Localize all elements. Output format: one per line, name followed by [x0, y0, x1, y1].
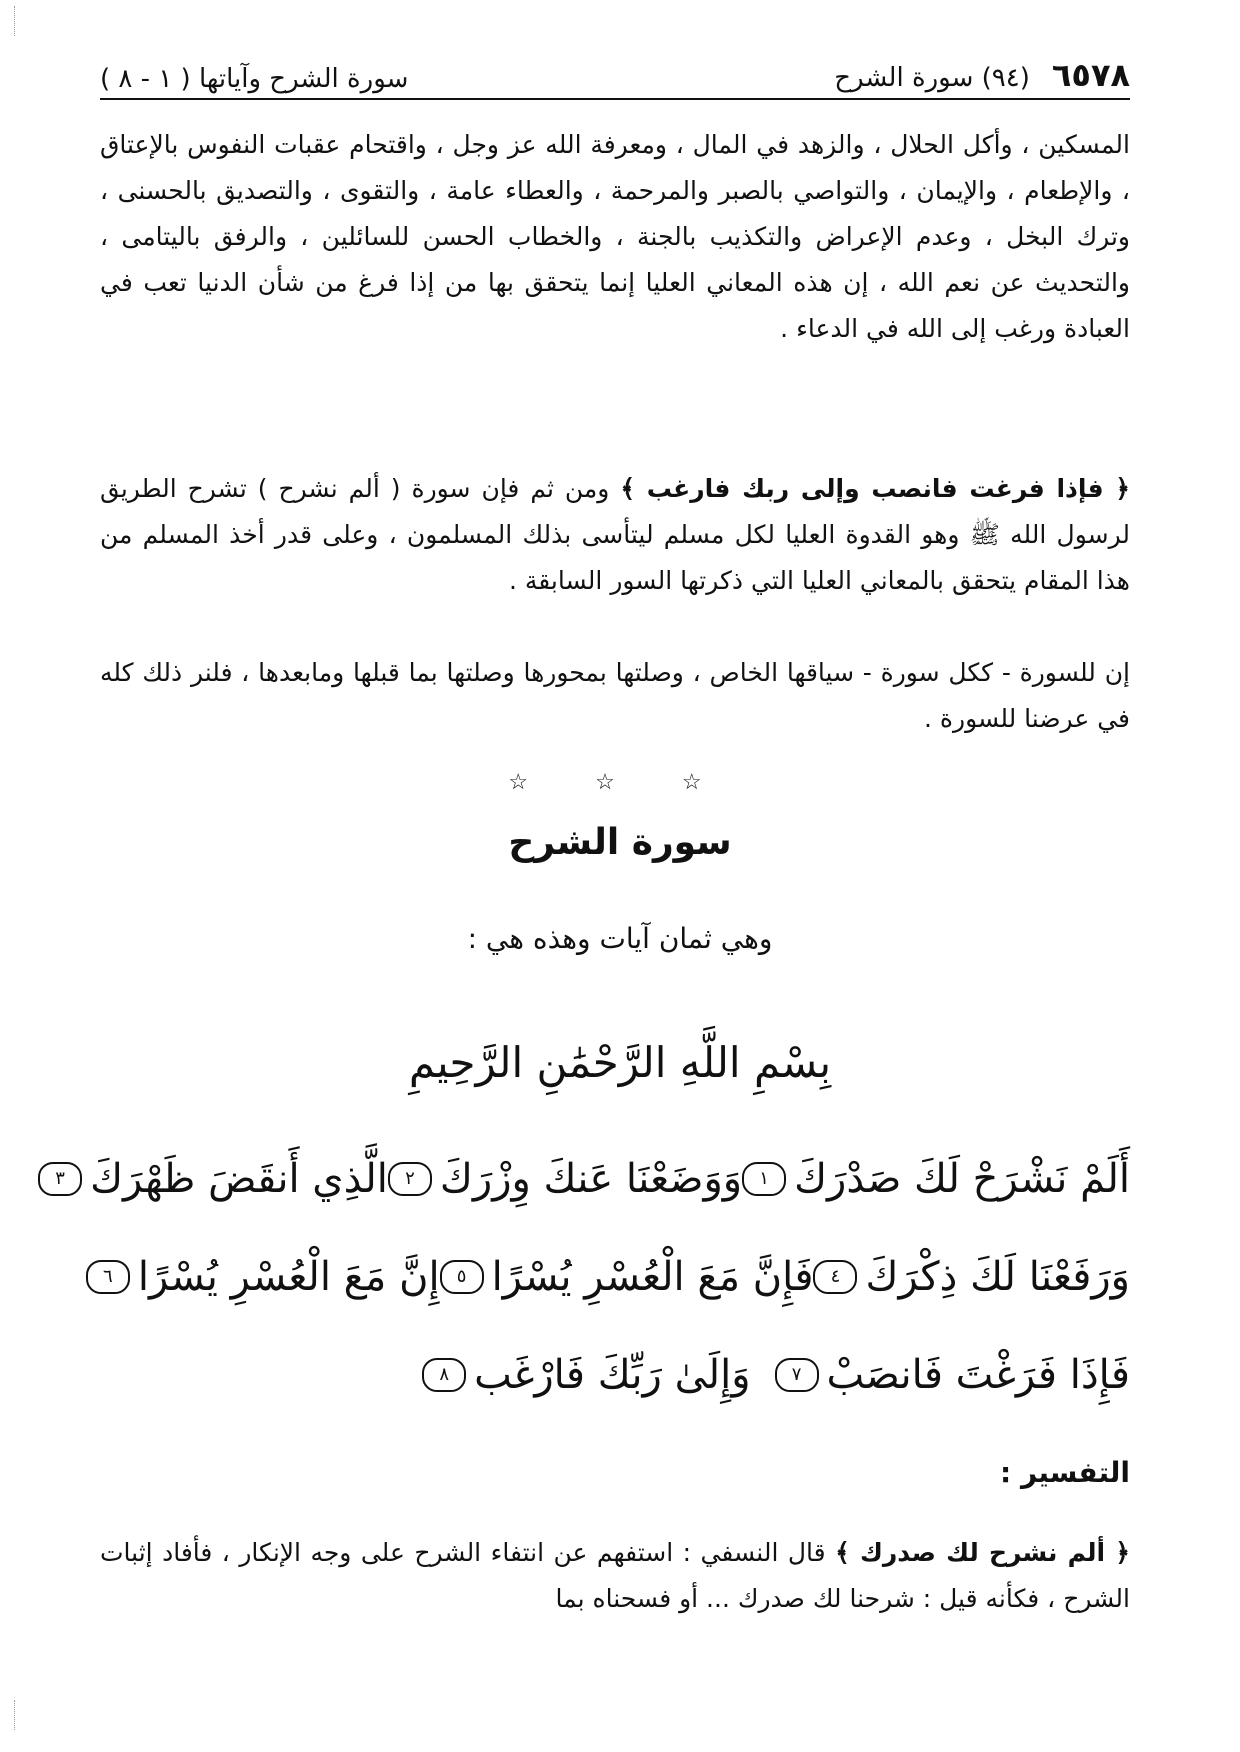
quran-verses	[55, 1130, 1130, 1424]
ayah-number-marker: ١	[742, 1162, 786, 1196]
ayah-number-marker: ٦	[86, 1260, 130, 1294]
ayah-number-marker: ٢	[388, 1162, 432, 1196]
section-separator: ☆ ☆ ☆	[508, 770, 732, 795]
tafsir-paragraph	[100, 1530, 1130, 1622]
tafsir-heading: التفسير :	[1000, 1456, 1130, 1489]
ayah-number-marker: ٨	[422, 1358, 466, 1392]
scan-margin-mark	[14, 6, 23, 36]
verse-line	[100, 1326, 1130, 1424]
ayah-number-marker: ٧	[775, 1358, 819, 1392]
verse-text: الَّذِي أَنقَضَ ظَهْرَكَ	[90, 1156, 388, 1202]
verse	[440, 1228, 814, 1326]
verse	[742, 1130, 1130, 1228]
verse	[38, 1130, 388, 1228]
tafsir-paragraph-text: قال النسفي : استفهم عن انتفاء الشرح على وجه الإنكار ، فأفاد إثبات الشرح ، فكأنه قيل : شرحنا لك صدرك ... أو فسحناه بما	[100, 1538, 1130, 1613]
verse	[813, 1228, 1130, 1326]
verse-line	[55, 1130, 1130, 1228]
ayah-number-marker: ٥	[440, 1260, 484, 1294]
scan-margin-mark	[14, 1700, 23, 1730]
verse-text: أَلَمْ نَشْرَحْ لَكَ صَدْرَكَ	[794, 1156, 1130, 1202]
basmala: بِسْمِ اللَّهِ الرَّحْمَٰنِ الرَّحِيمِ	[408, 1038, 832, 1087]
verse-line	[100, 1228, 1130, 1326]
verse-text: وَإِلَىٰ رَبِّكَ فَارْغَب	[474, 1352, 751, 1398]
verse-text: إِنَّ مَعَ الْعُسْرِ يُسْرًا	[137, 1254, 440, 1300]
tafsir-quote: ﴿ ألم نشرح لك صدرك ﴾	[835, 1538, 1130, 1567]
verse-text: فَإِذَا فَرَغْتَ فَانصَبْ	[826, 1352, 1130, 1398]
verse-text: فَإِنَّ مَعَ الْعُسْرِ يُسْرًا	[491, 1254, 814, 1300]
verse	[86, 1228, 440, 1326]
running-title: سورة الشرح وآياتها ( ١ - ٨ )	[100, 64, 409, 94]
verse-paragraph-text: ومن ثم فإن سورة ( ألم نشرح ) تشرح الطريق لرسول الله ﷺ وهو القدوة العليا لكل مسلم ليتأسى بذلك المسلمون ، وعلى قدر أخذ المسلم من هذا المقام يتحقق بالمعاني العليا التي ذكرتها السور السابقة .	[100, 474, 1130, 595]
ayah-number-marker: ٣	[38, 1162, 82, 1196]
header-right	[834, 56, 1130, 94]
ayah-count: وهي ثمان آيات وهذه هي :	[467, 922, 773, 955]
verse-paragraph	[100, 466, 1130, 604]
ayah-number-marker: ٤	[813, 1260, 857, 1294]
verse-text: وَوَضَعْنَا عَنكَ وِزْرَكَ	[439, 1156, 743, 1202]
surah-reference: (٩٤) سورة الشرح	[834, 63, 1030, 93]
verse	[388, 1130, 742, 1228]
verse-quote: ﴿ فإذا فرغت فانصب وإلى ربك فارغب ﴾	[620, 474, 1130, 503]
verse-text: وَرَفَعْنَا لَكَ ذِكْرَكَ	[865, 1254, 1130, 1300]
verse	[422, 1326, 750, 1424]
verse	[775, 1326, 1130, 1424]
page-number: ٦٥٧٨	[1051, 56, 1130, 94]
page-header	[100, 44, 1130, 94]
surah-title: سورة الشرح	[508, 822, 732, 863]
header-rule	[100, 98, 1130, 100]
intro-paragraph: المسكين ، وأكل الحلال ، والزهد في المال ، ومعرفة الله عز وجل ، واقتحام عقبات النفوس بالإعتاق ، والإطعام ، والإيمان ، والتواصي بالصبر والمرحمة ، والعطاء عامة ، والتقوى ، والتصديق بالحسنى ، وترك البخل ، وعدم الإعراض والتكذيب بالجنة ، والخطاب الحسن للسائلين ، والرفق باليتامى ، والتحديث عن نعم الله ، إن هذه المعاني العليا إنما يتحقق بها من إذا فرغ من شأن الدنيا تعب في العبادة ورغب إلى الله في الدعاء .	[100, 130, 1130, 343]
context-paragraph: إن للسورة - ككل سورة - سياقها الخاص ، وصلتها بمحورها وصلتها بما قبلها ومابعدها ، فلنر ذلك كله في عرضنا للسورة .	[100, 658, 1130, 733]
